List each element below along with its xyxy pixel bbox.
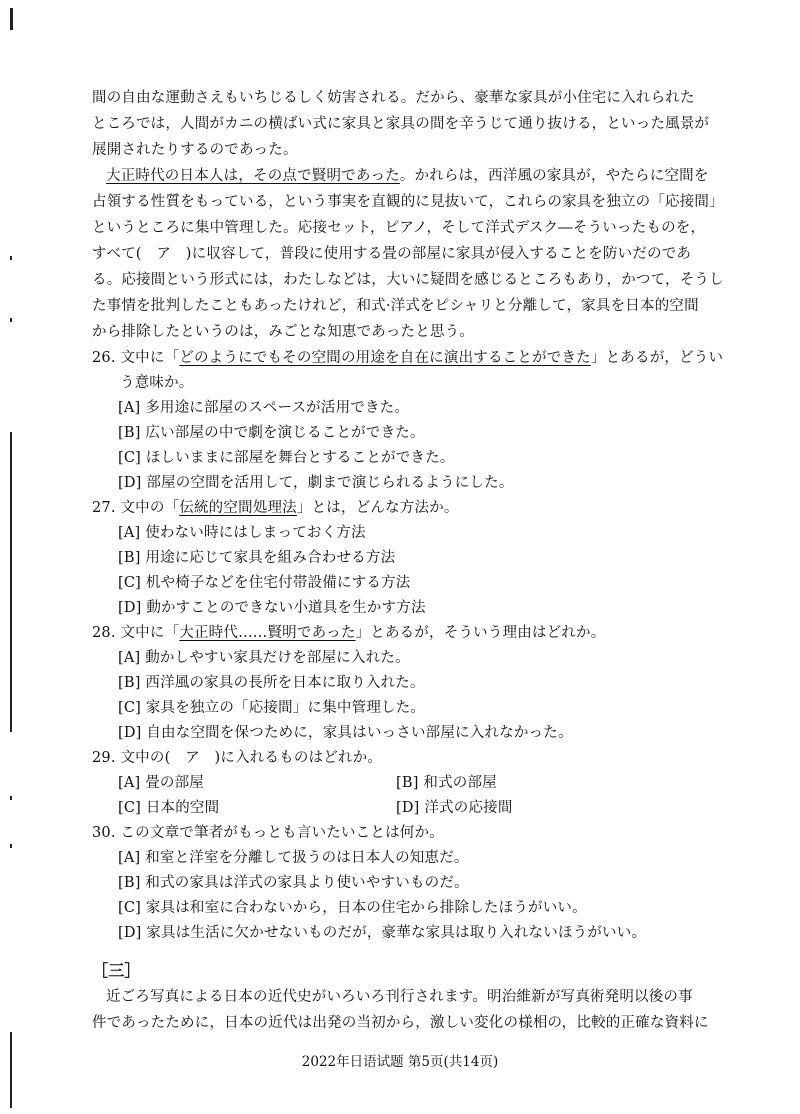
question-text: 」とあるが，そういう理由はどれか。 xyxy=(355,625,606,641)
question-29: 29. 文中の( ア )に入れるものはどれか。 xyxy=(92,750,383,766)
question-28 xyxy=(92,624,752,642)
passage-line: ところでは，人間がカニの横ばい式に家具と家具の間を辛うじて通り抜ける，といった風景が xyxy=(92,116,710,132)
margin-mark xyxy=(10,8,13,30)
margin-mark xyxy=(10,796,12,800)
option-26c: [C] ほしいままに部屋を舞台とすることができた。 xyxy=(118,450,455,466)
option-28b: [B] 西洋風の家具の長所を日本に取り入れた。 xyxy=(118,675,425,691)
margin-binding-line xyxy=(10,432,12,732)
option-26d: [D] 部屋の空間を活用して，劇まで演じられるようにした。 xyxy=(118,475,514,491)
question-26 xyxy=(92,349,752,367)
question-text: 27. 文中の「 xyxy=(92,500,180,516)
passage-line: 展開されたりするのであった。 xyxy=(92,142,298,158)
option-30a: [A] 和室と洋室を分離して扱うのは日本人の知恵だ。 xyxy=(118,850,469,866)
passage-line: た事情を批判したこともあったけれど，和式·洋式をピシャリと分離して，家具を日本的空間 xyxy=(92,298,699,314)
margin-mark xyxy=(10,318,12,322)
option-26b: [B] 広い部屋の中で劇を演じることができた。 xyxy=(118,425,425,441)
passage-line: 件であったために，日本の近代は出発の当初から，激しい変化の様相の，比較的正確な資料に xyxy=(92,1015,709,1031)
question-26-continued: う意味か。 xyxy=(120,375,194,391)
question-text: 」とは，どんな方法か。 xyxy=(296,500,459,516)
underlined-phrase: 伝統的空間処理法 xyxy=(179,500,297,516)
option-26a: [A] 多用途に部屋のスペースが活用できた。 xyxy=(118,400,410,416)
underlined-phrase: 大正時代の日本人は，その点で賢明であった xyxy=(106,168,400,184)
passage-line: から排除したというのは，みごとな知恵であったと思う。 xyxy=(92,324,475,340)
option-30c: [C] 家具は和室に合わないから，日本の住宅から排除したほうがいい。 xyxy=(118,900,587,916)
passage-text: 。かれらは，西洋風の家具が，やたらに空間を xyxy=(399,168,709,184)
option-28c: [C] 家具を独立の「応接間」に集中管理した。 xyxy=(118,700,426,716)
margin-mark xyxy=(10,256,12,260)
question-text: 28. 文中に「 xyxy=(92,625,180,641)
margin-mark xyxy=(10,844,12,848)
passage-line: る。応接間という形式には，わたしなどは，大いに疑問を感じるところもあり，かつて，そうし xyxy=(92,272,724,288)
option-30d: [D] 家具は生活に欠かせないものだが，豪華な家具は取り入れないほうがいい。 xyxy=(118,925,647,941)
question-30: 30. この文章で筆者がもっとも言いたいことは何か。 xyxy=(92,825,444,841)
page-footer: 2022年日语试题 第5页(共14页) xyxy=(301,1054,499,1070)
question-text: 26. 文中に「 xyxy=(92,350,180,366)
option-27a: [A] 使わない時にはしまっておく方法 xyxy=(118,525,366,541)
section-heading: ［三］ xyxy=(92,961,141,980)
passage-line: すべて( ア )に収容して，普段に使用する畳の部屋に家具が侵入することを防いだのであ xyxy=(92,246,692,262)
option-29d: [D] 洋式の応接間 xyxy=(396,800,513,816)
option-29a: [A] 畳の部屋 xyxy=(118,775,204,791)
option-27c: [C] 机や椅子などを住宅付帯設備にする方法 xyxy=(118,575,411,591)
option-28d: [D] 自由な空間を保つために，家具はいっさい部屋に入れなかった。 xyxy=(118,725,573,741)
option-30b: [B] 和式の家具は洋式の家具より使いやすいものだ。 xyxy=(118,875,469,891)
passage-line: というところに集中管理した。応接セット，ピアノ，そして洋式デスク―そういったものを， xyxy=(92,220,706,236)
option-28a: [A] 動かしやすい家具だけを部屋に入れた。 xyxy=(118,650,410,666)
question-27 xyxy=(92,499,752,517)
passage-line xyxy=(106,167,752,185)
question-text: 」とあるが，どうい xyxy=(590,350,724,366)
option-27b: [B] 用途に応じて家具を組み合わせる方法 xyxy=(118,550,396,566)
passage-line: 間の自由な運動さえもいちじるしく妨害される。だから、豪華な家具が小住宅に入れられた xyxy=(92,90,695,106)
option-27d: [D] 動かすことのできない小道具を生かす方法 xyxy=(118,600,426,616)
option-29b: [B] 和式の部屋 xyxy=(396,775,497,791)
passage-line: 占領する性質をもっている，という事実を直観的に見抜いて，これらの家具を独立の「応接間」 xyxy=(92,194,724,210)
option-29c: [C] 日本的空間 xyxy=(118,800,220,816)
passage-line: 近ごろ写真による日本の近代史がいろいろ刊行されます。明治維新が写真術発明以後の事 xyxy=(106,989,693,1005)
underlined-phrase: 大正時代……賢明であった xyxy=(179,625,356,641)
underlined-phrase: どのようにでもその空間の用途を自在に演出することができた xyxy=(179,350,591,366)
